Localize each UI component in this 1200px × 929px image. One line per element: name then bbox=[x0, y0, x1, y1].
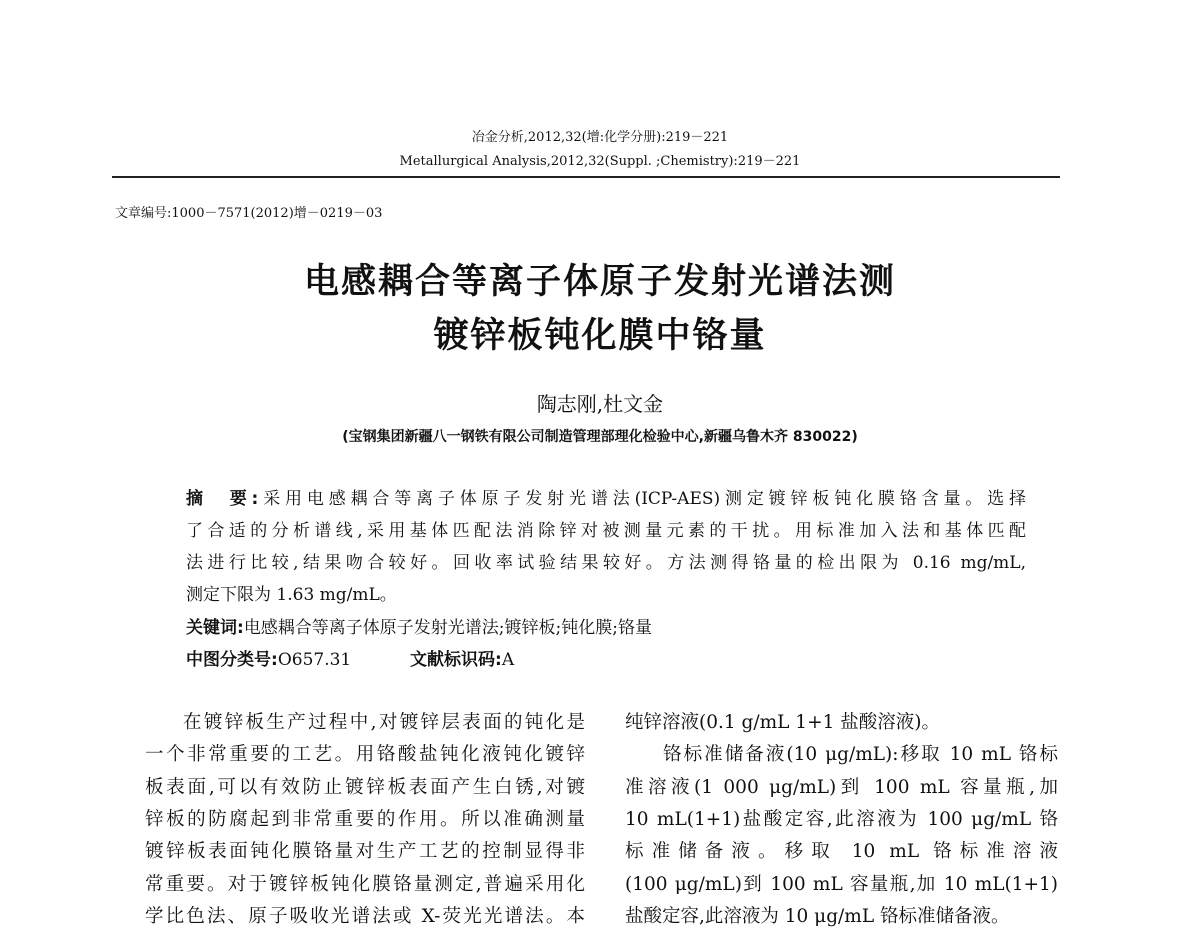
right-column-line: 盐酸定容,此溶液为 10 μg/mL 铬标准储备液。 bbox=[625, 905, 1010, 927]
right-column-line: (100 μg/mL)到 100 mL 容量瓶,加 10 mL(1+1) bbox=[625, 873, 1058, 895]
abstract-line-3: 法进行比较,结果吻合较好。回收率试验结果较好。方法测得铬量的检出限为 0.16 mg/mL, bbox=[186, 553, 1026, 573]
abstract-line-2: 了合适的分析谱线,采用基体匹配法消除锌对被测量元素的干扰。用标准加入法和基体匹配 bbox=[186, 521, 1026, 541]
abstract-line-4: 测定下限为 1.63 mg/mL。 bbox=[186, 585, 397, 605]
title-line-2: 镀锌板钝化膜中铬量 bbox=[433, 316, 767, 356]
right-column-line: 10 mL(1+1)盐酸定容,此溶液为 100 μg/mL 铬 bbox=[625, 808, 1058, 830]
article-number: 文章编号:1000－7571(2012)增－0219－03 bbox=[115, 206, 383, 221]
left-column-line: 镀锌板表面钝化膜铬量对生产工艺的控制显得非 bbox=[145, 841, 585, 863]
right-column-line: 铬标准储备液(10 μg/mL):移取 10 mL 铬标 bbox=[663, 744, 1058, 766]
document-code: 文献标识码:A bbox=[410, 650, 515, 670]
right-column-line: 准溶液(1 000 μg/mL)到 100 mL 容量瓶,加 bbox=[625, 776, 1058, 798]
left-column-line: 学比色法、原子吸收光谱法或 X-荧光光谱法。本 bbox=[145, 905, 585, 927]
title-line-1: 电感耦合等离子体原子发射光谱法测 bbox=[303, 262, 896, 302]
left-column-line: 常重要。对于镀锌板钝化膜铬量测定,普遍采用化 bbox=[145, 873, 585, 895]
journal-header-cn: 冶金分析,2012,32(增:化学分册):219－221 bbox=[471, 130, 729, 145]
right-column-line: 标准储备液。移取 10 mL 铬标准溶液 bbox=[625, 841, 1058, 863]
affiliation: (宝钢集团新疆八一钢铁有限公司制造管理部理化检验中心,新疆乌鲁木齐 830022) bbox=[342, 429, 858, 445]
abstract-label: 摘 要: bbox=[186, 489, 259, 509]
abstract-line-1: 摘 要:采用电感耦合等离子体原子发射光谱法(ICP-AES)测定镀锌板钝化膜铬含量。选择 bbox=[186, 489, 1026, 509]
left-column-line: 一个非常重要的工艺。用铬酸盐钝化液钝化镀锌 bbox=[145, 744, 585, 766]
right-column-line: 纯锌溶液(0.1 g/mL 1+1 盐酸溶液)。 bbox=[625, 712, 940, 733]
keywords: 关键词:电感耦合等离子体原子发射光谱法;镀锌板;钝化膜;铬量 bbox=[186, 618, 652, 638]
header-rule bbox=[112, 176, 1060, 178]
left-column-line: 在镀锌板生产过程中,对镀锌层表面的钝化是 bbox=[183, 712, 585, 733]
left-column-line: 板表面,可以有效防止镀锌板表面产生白锈,对镀 bbox=[145, 776, 585, 798]
clc-number: 中图分类号:O657.31 bbox=[186, 650, 352, 670]
journal-header-en: Metallurgical Analysis,2012,32(Suppl. ;Chemistry):219－221 bbox=[399, 154, 801, 169]
authors: 陶志刚,杜文金 bbox=[536, 392, 664, 416]
left-column-line: 锌板的防腐起到非常重要的作用。所以准确测量 bbox=[145, 808, 585, 830]
